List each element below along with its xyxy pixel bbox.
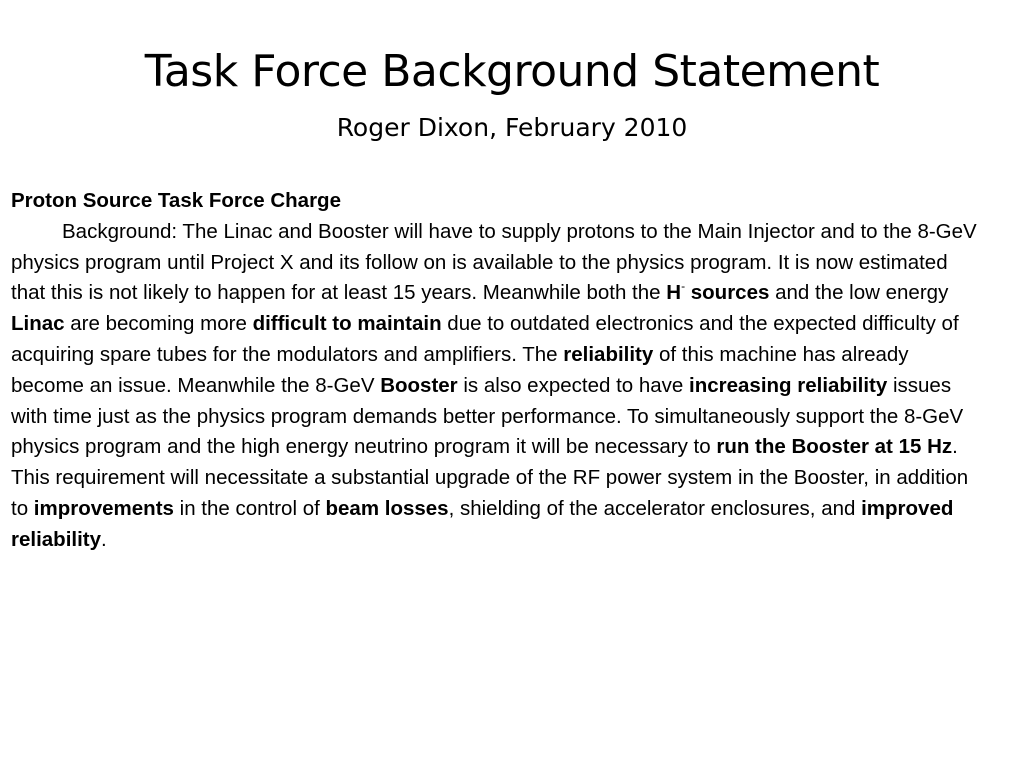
section-heading: Proton Source Task Force Charge [11,189,341,212]
text-run: are becoming more [64,312,253,336]
bold-run: beam losses [325,496,449,520]
bold-run: run the Booster at 15 Hz [716,435,953,459]
bold-run: Linac [11,312,65,336]
text-run: is also expected to have [457,373,690,397]
text-run: . [101,527,107,551]
slide-title: Task Force Background Statement [144,46,880,97]
text-run: issues with time just as the physics program demands better performance. To simultaneously support the 8-GeV physics program and the high energy neutrino program it will be necessary to [11,373,964,459]
bold-run: increasing reliability [689,373,888,397]
bold-run: improvements [33,496,174,520]
body-text-block [11,186,986,556]
bold-run: improved reliability [11,496,954,551]
text-run: due to outdated electronics and the expected difficulty of acquiring spare tubes for the modulators and amplifiers. The [11,312,959,366]
bold-run: sources [685,281,770,305]
bold-run: H [666,281,682,305]
bold-run: difficult to maintain [252,312,442,336]
background-paragraph [11,217,986,556]
text-run: of this machine has already become an issue. Meanwhile the 8-GeV [11,342,909,397]
text-run: . This requirement will necessitate a substantial upgrade of the RF power system in the Booster, in addition to [11,435,969,520]
bold-run: reliability [563,342,654,366]
slide-subtitle: Roger Dixon, February 2010 [336,113,688,142]
text-run: , shielding of the accelerator enclosures, and [448,496,862,520]
superscript-run: - [681,278,686,293]
bold-run: Booster [380,373,458,397]
text-run: in the control of [173,496,326,520]
text-run: and the low energy [769,281,949,305]
text-run: Background: The Linac and Booster will have to supply protons to the Main Injector and to the 8-GeV physics program until Project X and its follow on is available to the physics program. It is now estimated that this is not likely to happen for at least 15 years. Meanwhile both the [11,219,977,305]
